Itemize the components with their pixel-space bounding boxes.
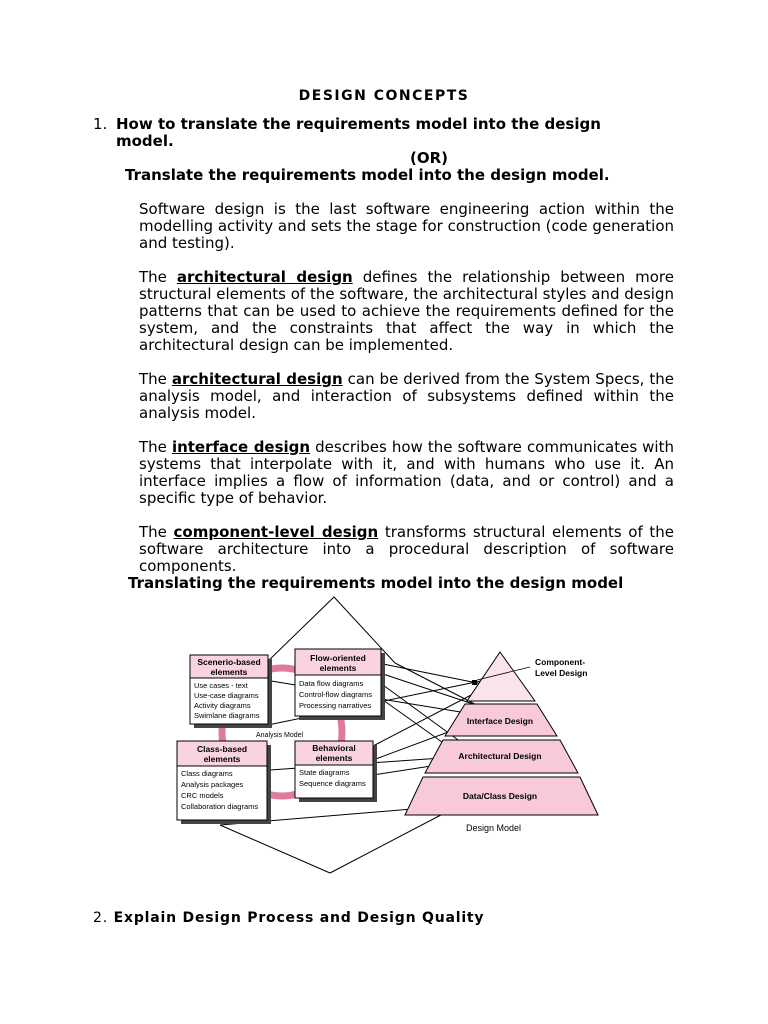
- question-2: 2. Explain Design Process and Design Quality: [93, 910, 485, 926]
- class-title-2: elements: [203, 754, 241, 764]
- analysis-model-label: Analysis Model: [256, 732, 304, 739]
- figure-caption: Translating the requirements model into the design model: [128, 574, 624, 592]
- question-1-alt: Translate the requirements model into the design model.: [125, 166, 610, 184]
- flow-title: Flow-oriented: [310, 653, 366, 663]
- question-1-line-2: model.: [116, 132, 174, 150]
- scenario-elements-box: [190, 655, 272, 728]
- data-class-design-label: Data/Class Design: [462, 791, 538, 801]
- class-item: CRC models: [181, 791, 224, 800]
- component-level-label: Component-: [535, 657, 586, 667]
- flow-item: Data flow diagrams: [299, 679, 364, 688]
- scenario-item: Use-case diagrams: [194, 691, 259, 700]
- class-item: Analysis packages: [181, 780, 244, 789]
- paragraph-2: The architectural design defines the relationship between more structural elements of the software, the architectural styles and design patterns that can be used to achieve the requirements defined for the system, and the constraints that affect the way in which the architectural design can be implemented.: [139, 268, 674, 354]
- behavioral-item: Sequence diagrams: [299, 779, 366, 788]
- behavioral-elements-box: [295, 741, 377, 802]
- behavioral-title-2: elements: [315, 753, 353, 763]
- class-item: Class diagrams: [181, 769, 233, 778]
- term-interface-design: interface design: [171, 438, 311, 456]
- page-title: DESIGN CONCEPTS: [298, 88, 470, 104]
- class-title: Class-based: [196, 744, 248, 754]
- scenario-title-2: elements: [210, 667, 248, 677]
- behavioral-title: Behavioral: [312, 743, 356, 753]
- term-component-level-design: component-level design: [173, 523, 379, 541]
- design-model-label: Design Model: [466, 823, 522, 833]
- flow-item: Processing narratives: [299, 701, 372, 710]
- class-elements-box: [177, 741, 271, 824]
- scenario-item: Use cases - text: [194, 681, 248, 690]
- question-1-or: (OR): [410, 149, 449, 167]
- paragraph-5: The component-level design transforms structural elements of the software architecture into a procedural description of software components.: [139, 523, 674, 575]
- interface-design-label: Interface Design: [466, 716, 534, 726]
- class-item: Collaboration diagrams: [181, 802, 259, 811]
- component-level-label-2: Level Design: [535, 668, 588, 678]
- paragraph-4: The interface design describes how the software communicates with systems that interpolate with it, and with humans who use it. An interface implies a flow of information (data, and or control) and a specific type of behavior.: [139, 438, 674, 507]
- architectural-design-label: Architectural Design: [458, 751, 542, 761]
- flow-elements-box: [295, 649, 385, 720]
- paragraph-3: The architectural design can be derived from the System Specs, the analysis model, and interaction of subsystems defined within the analysis model.: [139, 370, 674, 422]
- scenario-item: Activity diagrams: [194, 701, 251, 710]
- term-architectural-design-2: architectural design: [171, 370, 343, 388]
- question-1-number: 1.: [93, 115, 108, 133]
- scenario-title: Scenerio-based: [197, 657, 261, 667]
- paragraph-1: Software design is the last software engineering action within the modelling activity and sets the stage for construction (code generation and testing).: [139, 200, 674, 252]
- term-architectural-design: architectural design: [176, 268, 353, 286]
- flow-title-2: elements: [319, 663, 357, 673]
- behavioral-item: State diagrams: [299, 768, 350, 777]
- question-1-line-1: How to translate the requirements model into the design: [116, 115, 601, 133]
- design-pyramid: [405, 652, 598, 833]
- scenario-item: Swimlane diagrams: [194, 711, 260, 720]
- flow-item: Control-flow diagrams: [299, 690, 372, 699]
